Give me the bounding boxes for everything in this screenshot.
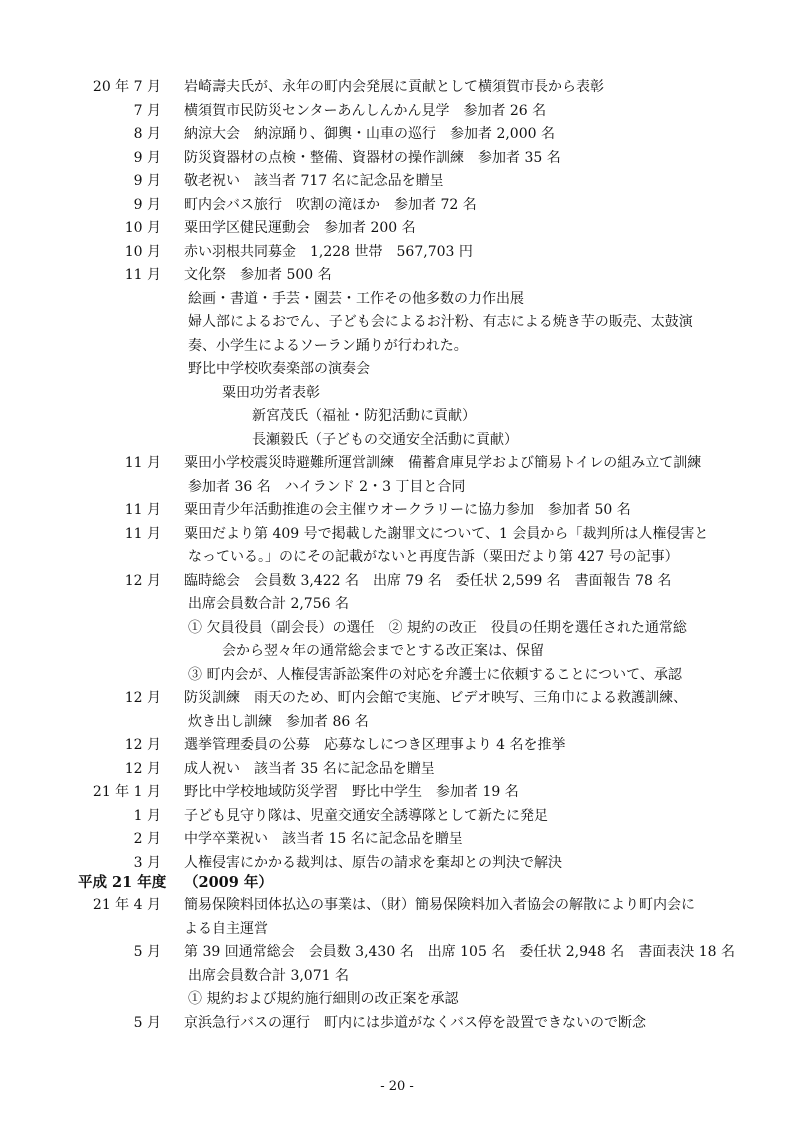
entry-line [0, 476, 794, 500]
entry-line [0, 499, 794, 523]
entry-text: 新宮茂氏（福祉・防犯活動に貢献） [252, 408, 476, 424]
entry-text: 成人祝い 該当者 35 名に記念品を贈呈 [184, 760, 435, 777]
entry-text: 防災資器材の点検・整備、資器材の操作訓練 参加者 35 名 [184, 149, 561, 166]
entry-text: 絵画・書道・手芸・園芸・工作その他多数の力作出展 [188, 290, 524, 307]
history-entries-2008 [0, 76, 794, 875]
entry-line [0, 335, 794, 359]
entry-line [0, 382, 794, 406]
entry-line [0, 241, 794, 265]
entry-text: 粟田だより第 409 号で掲載した謝罪文について、1 会員から「裁判所は人権侵害と [184, 525, 709, 542]
entry-date: 11 月 [124, 455, 161, 471]
entry-date: 3 月 [133, 854, 161, 871]
entry-date: 12 月 [124, 572, 161, 589]
entry-text: 人権侵害にかかる裁判は、原告の請求を棄却との判決で解決 [184, 854, 562, 871]
entry-line [0, 194, 794, 218]
entry-date: 5 月 [133, 944, 161, 960]
section-heading [0, 870, 794, 896]
entry-text: 野比中学校吹奏楽部の演奏会 [188, 361, 370, 377]
entry-text: 中学卒業祝い 該当者 15 名に記念品を贈呈 [184, 831, 463, 847]
entry-text: 納涼大会 納涼踊り、御輿・山車の巡行 参加者 2,000 名 [184, 126, 555, 142]
entry-line [0, 546, 794, 570]
entry-line [0, 311, 794, 335]
entry-text: 第 39 回通常総会 会員数 3,430 名 出席 105 名 委任状 2,948 名 書面表決 18 名 [184, 944, 736, 960]
entry-line [0, 452, 794, 476]
entry-text: ③ 町内会が、人権侵害訴訟案件の対応を弁護士に依頼することについて、承認 [188, 666, 682, 683]
entry-line [0, 918, 794, 942]
entry-line [0, 100, 794, 124]
entry-text: 野比中学校地域防災学習 野比中学生 参加者 19 名 [184, 784, 519, 800]
entry-line [0, 894, 794, 918]
entry-text: 参加者 36 名 ハイランド 2・3 丁目と合同 [188, 478, 466, 495]
entry-date: 5 月 [133, 1014, 161, 1031]
entry-text: ① 欠員役員（副会長）の選任 ② 規約の改正 役員の任期を選任された通常総 [188, 619, 687, 636]
entry-line [0, 805, 794, 829]
entry-line [0, 687, 794, 711]
entry-text: 出席会員数合計 3,071 名 [188, 967, 349, 984]
entry-text: 長瀬毅氏（子どもの交通安全活動に貢献） [252, 431, 518, 448]
entry-text: 会から翌々年の通常総会までとする改正案は、保留 [222, 643, 544, 659]
entry-text: よる自主運営 [184, 920, 268, 937]
entry-date: 11 月 [124, 525, 161, 542]
entry-line [0, 711, 794, 735]
entry-line [0, 76, 794, 100]
entry-text: 文化祭 参加者 500 名 [184, 267, 332, 283]
entry-text: 婦人部によるおでん、子ども会によるお汁粉、有志による焼き芋の販売、太鼓演 [188, 314, 693, 330]
entry-text: 粟田小学校震災時避難所運営訓練 備蓄倉庫見学および簡易トイレの組み立て訓練 [184, 455, 702, 471]
entry-date: 21 年 4 月 [92, 897, 161, 913]
entry-line [0, 941, 794, 965]
entry-line [0, 405, 794, 429]
entry-line [0, 965, 794, 989]
entry-text: 出席会員数合計 2,756 名 [188, 596, 349, 612]
entry-line [0, 358, 794, 382]
entry-date: 20 年 7 月 [92, 79, 161, 95]
entry-date: 9 月 [133, 196, 161, 213]
entry-text: 選挙管理委員の公募 応募なしにつき区理事より 4 名を推挙 [184, 737, 566, 753]
entry-line [0, 123, 794, 147]
entry-line [0, 758, 794, 782]
fiscal-year-label: 平成 21 年度 [78, 874, 167, 891]
entry-text: 防災訓練 雨天のため、町内会館で実施、ビデオ映写、三角巾による救護訓練、 [184, 690, 688, 706]
entry-text: 岩崎壽夫氏が、永年の町内会発展に貢献として横須賀市長から表彰 [184, 79, 604, 95]
entry-line [0, 217, 794, 241]
entry-line [0, 1012, 794, 1036]
entry-line [0, 664, 794, 688]
entry-line [0, 828, 794, 852]
entry-line [0, 640, 794, 664]
entry-text: 奏、小学生によるソーラン踊りが行われた。 [188, 337, 468, 354]
entry-date: 10 月 [124, 220, 161, 236]
entry-line [0, 593, 794, 617]
entry-text: 子ども見守り隊は、児童交通安全誘導隊として新たに発足 [184, 807, 548, 824]
entry-date: 9 月 [133, 149, 161, 166]
entry-date: 8 月 [133, 126, 161, 142]
entry-date: 9 月 [133, 173, 161, 189]
entry-date: 11 月 [124, 502, 161, 518]
entry-date: 2 月 [133, 831, 161, 847]
entry-text: 簡易保険料団体払込の事業は、（財）簡易保険料加入者協会の解散により町内会に [184, 897, 695, 913]
entry-line [0, 988, 794, 1012]
entry-date: 21 年 1 月 [92, 784, 161, 800]
entry-date: 12 月 [124, 690, 161, 706]
entry-date: 7 月 [133, 102, 161, 119]
entry-text: 横須賀市民防災センターあんしんかん見学 参加者 26 名 [184, 102, 547, 119]
entry-line [0, 429, 794, 453]
entry-date: 11 月 [124, 267, 161, 283]
entry-line [0, 617, 794, 641]
entry-line [0, 288, 794, 312]
entry-line [0, 147, 794, 171]
entry-line [0, 570, 794, 594]
entry-text: 炊き出し訓練 参加者 86 名 [188, 713, 369, 730]
entry-date: 10 月 [124, 243, 161, 260]
entry-date: 12 月 [124, 760, 161, 777]
entry-text: 粟田功労者表彰 [222, 384, 320, 401]
calendar-year-label: （2009 年） [184, 874, 273, 891]
history-entries-2009 [0, 894, 794, 1035]
entry-text: なっている。」のにその記載がないと再度告訴（粟田だより第 427 号の記事） [188, 549, 679, 565]
entry-text: ① 規約および規約施行細則の改正案を承認 [188, 991, 459, 1007]
entry-line [0, 170, 794, 194]
entry-text: 町内会バス旅行 吹割の滝ほか 参加者 72 名 [184, 196, 477, 213]
entry-text: 臨時総会 会員数 3,422 名 出席 79 名 委任状 2,599 名 書面報告 78 名 [184, 572, 672, 589]
entry-date: 1 月 [133, 807, 161, 824]
entry-text: 粟田学区健民運動会 参加者 200 名 [184, 220, 416, 236]
entry-line [0, 264, 794, 288]
entry-line [0, 734, 794, 758]
entry-line [0, 523, 794, 547]
entry-date: 12 月 [124, 737, 161, 753]
entry-line [0, 781, 794, 805]
entry-text: 粟田青少年活動推進の会主催ウオークラリーに協力参加 参加者 50 名 [184, 502, 631, 518]
entry-text: 赤い羽根共同募金 1,228 世帯 567,703 円 [184, 243, 473, 260]
entry-text: 京浜急行バスの運行 町内には歩道がなくバス停を設置できないので断念 [184, 1014, 646, 1031]
entry-text: 敬老祝い 該当者 717 名に記念品を贈呈 [184, 173, 444, 189]
page-number: - 20 - [380, 1079, 414, 1094]
